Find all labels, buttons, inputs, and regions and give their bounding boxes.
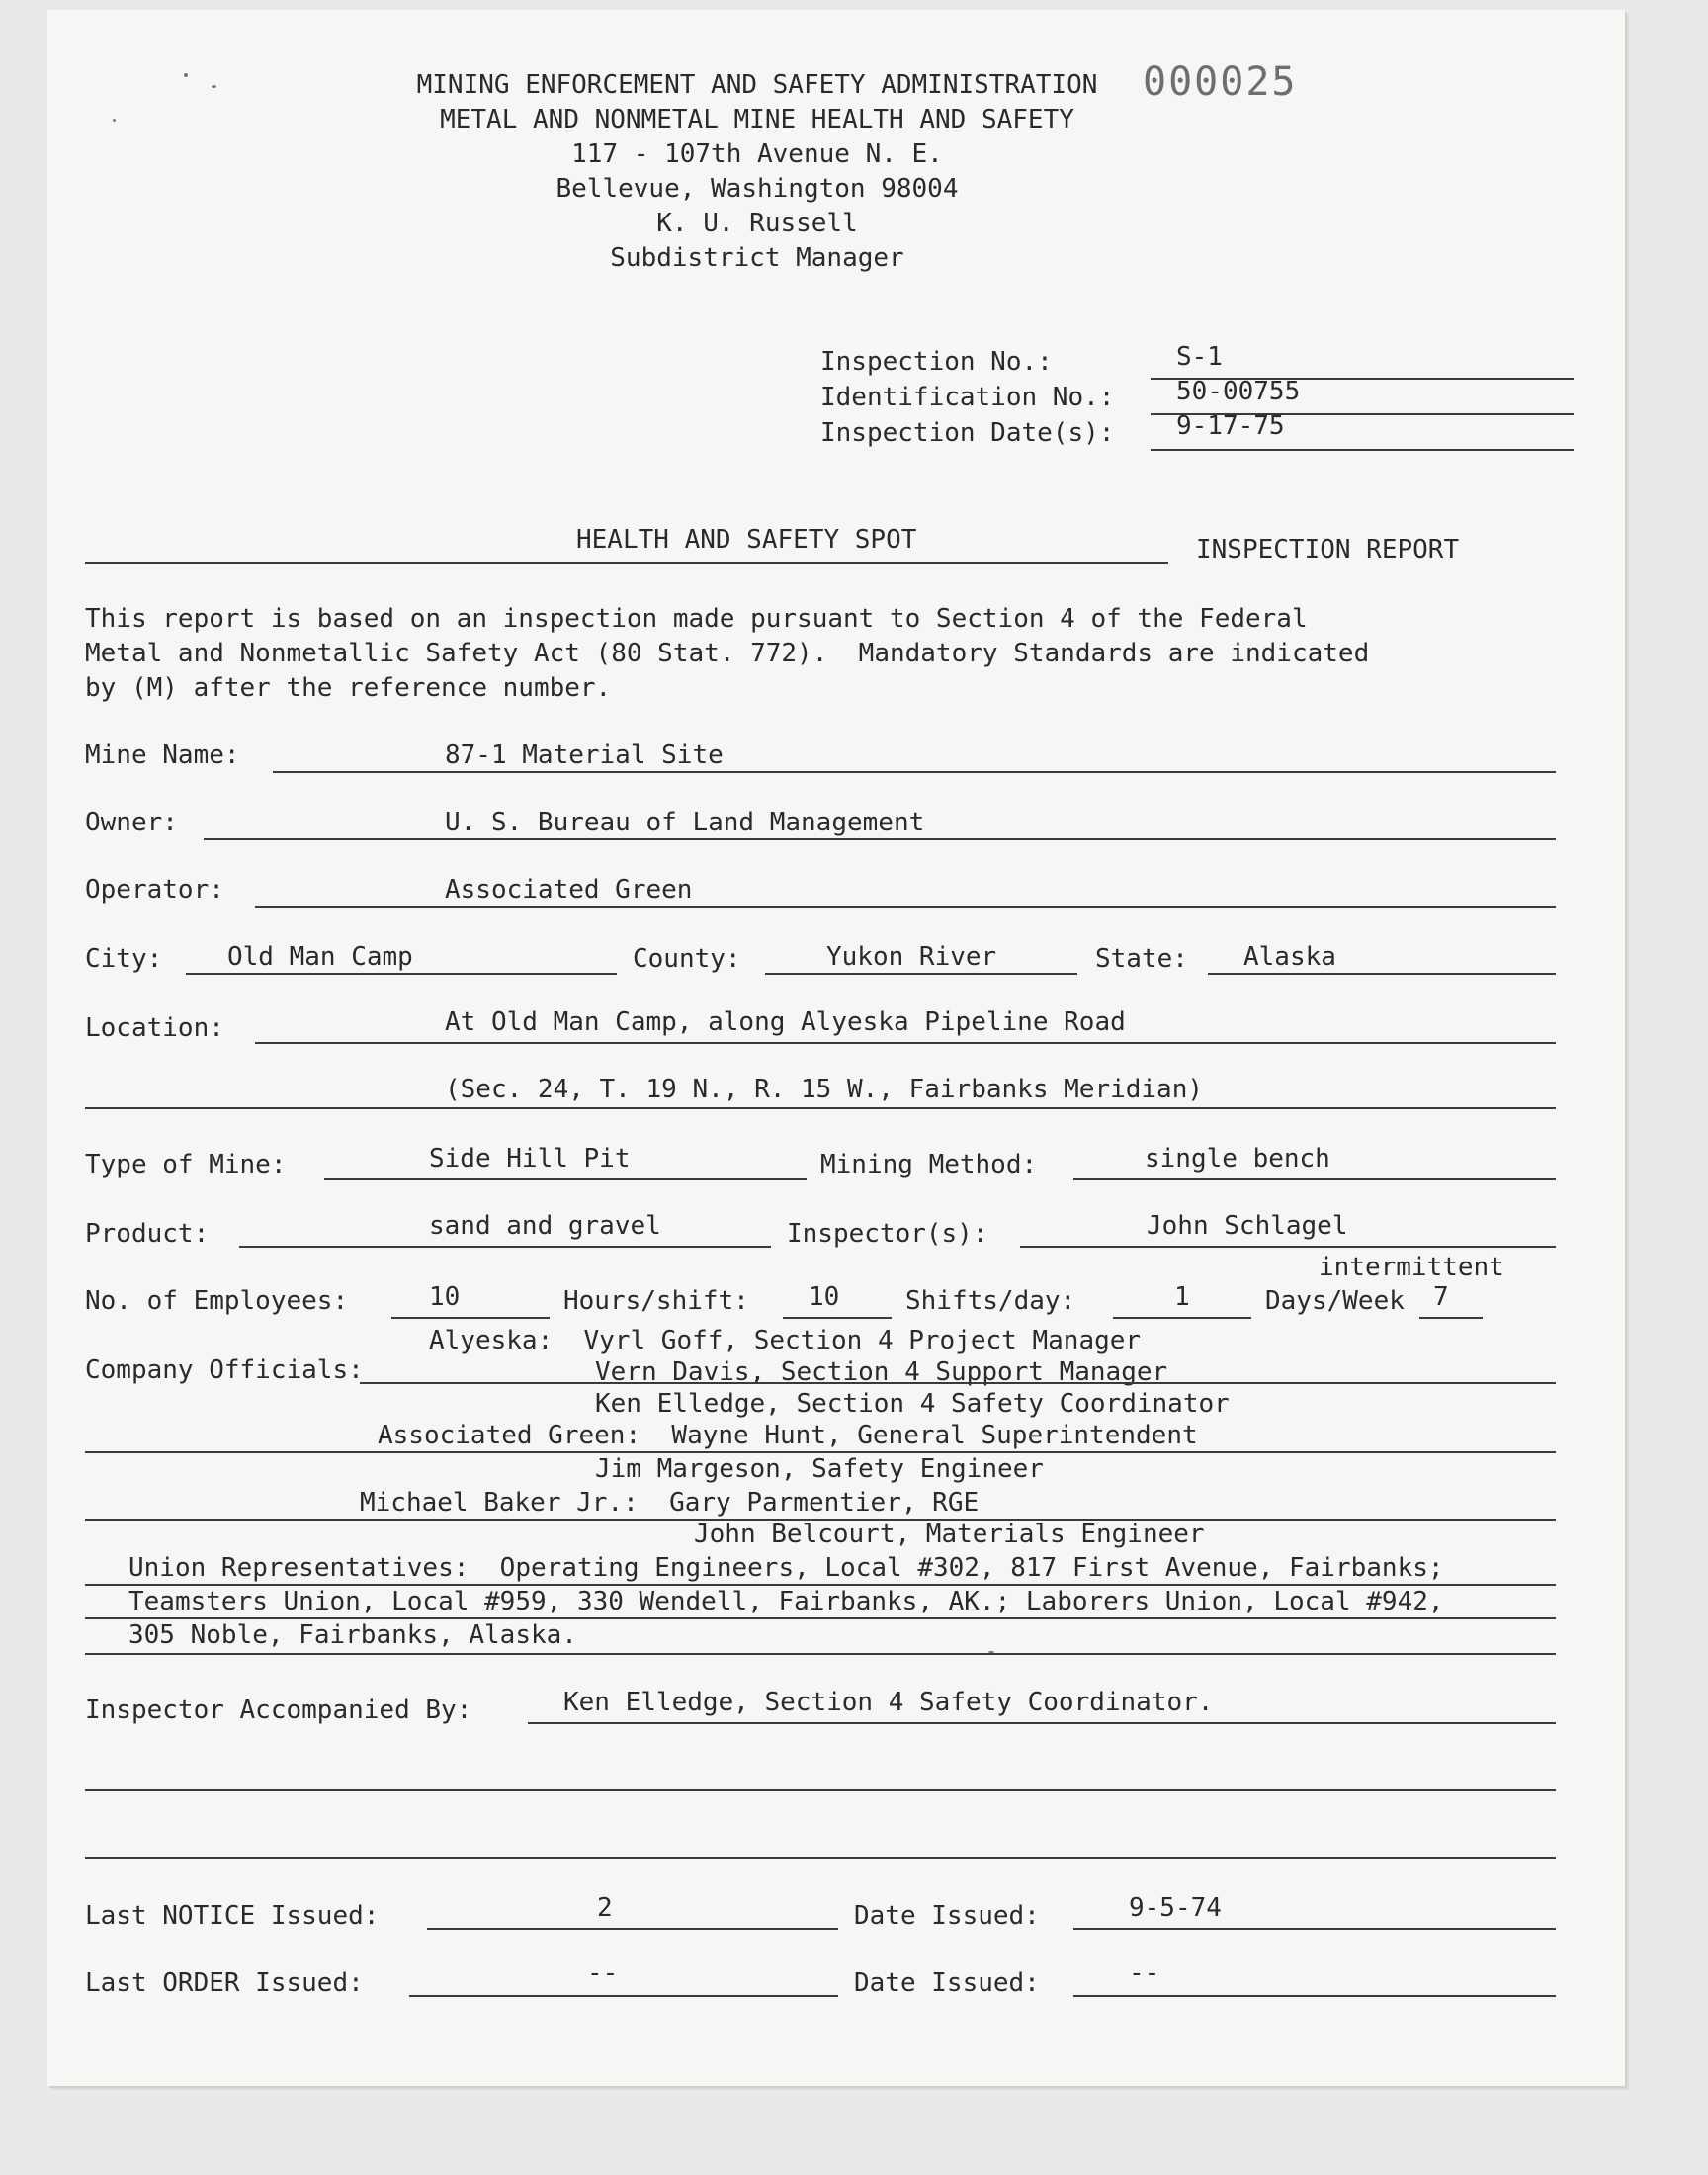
mining-method-value: single bench bbox=[1145, 1144, 1330, 1174]
header-agency: MINING ENFORCEMENT AND SAFETY ADMINISTRATION bbox=[416, 70, 1098, 100]
location-line-2 bbox=[85, 1107, 1556, 1109]
owner-value: U. S. Bureau of Land Management bbox=[445, 808, 925, 837]
mine-name-value: 87-1 Material Site bbox=[445, 740, 724, 770]
last-order-value: -- bbox=[587, 1958, 619, 1988]
order-date-value: -- bbox=[1129, 1958, 1160, 1988]
officials-line-4: Associated Green: Wayne Hunt, General Superintendent bbox=[378, 1421, 1198, 1450]
inspection-no-value: S-1 bbox=[1176, 342, 1223, 372]
product-label: Product: bbox=[85, 1219, 210, 1249]
location-line-1 bbox=[255, 1042, 1556, 1044]
employees-value: 10 bbox=[429, 1282, 461, 1312]
last-notice-label: Last NOTICE Issued: bbox=[85, 1901, 380, 1931]
notice-date-value: 9-5-74 bbox=[1129, 1893, 1222, 1923]
last-order-line bbox=[409, 1995, 838, 1997]
type-of-mine-label: Type of Mine: bbox=[85, 1150, 287, 1179]
state-label: State: bbox=[1095, 944, 1188, 974]
scan-speck bbox=[184, 73, 188, 77]
report-type: HEALTH AND SAFETY SPOT bbox=[576, 525, 917, 555]
state-line bbox=[1208, 973, 1556, 975]
report-title-suffix: INSPECTION REPORT bbox=[1196, 535, 1460, 565]
product-value: sand and gravel bbox=[429, 1211, 661, 1241]
location-label: Location: bbox=[85, 1013, 224, 1043]
last-notice-value: 2 bbox=[597, 1893, 613, 1923]
identification-no-label: Identification No.: bbox=[820, 383, 1115, 412]
type-of-mine-value: Side Hill Pit bbox=[429, 1144, 631, 1174]
shifts-line bbox=[1113, 1317, 1251, 1319]
days-label: Days/Week bbox=[1265, 1286, 1405, 1316]
county-label: County: bbox=[633, 944, 741, 974]
header-manager-name: K. U. Russell bbox=[656, 209, 858, 238]
header-city: Bellevue, Washington 98004 bbox=[555, 174, 959, 204]
city-value: Old Man Camp bbox=[227, 942, 413, 972]
notice-date-line bbox=[1073, 1928, 1556, 1930]
shifts-value: 1 bbox=[1174, 1282, 1190, 1312]
officials-line-6: Michael Baker Jr.: Gary Parmentier, RGE bbox=[360, 1488, 980, 1518]
identification-no-value: 50-00755 bbox=[1176, 377, 1301, 406]
report-type-line bbox=[85, 562, 1168, 564]
officials-line-3: Ken Elledge, Section 4 Safety Coordinator bbox=[595, 1389, 1230, 1419]
officials-line-7: John Belcourt, Materials Engineer bbox=[694, 1520, 1205, 1549]
hours-label: Hours/shift: bbox=[563, 1286, 749, 1316]
product-line bbox=[239, 1246, 771, 1248]
operator-line bbox=[255, 906, 1556, 908]
location-value-2: (Sec. 24, T. 19 N., R. 15 W., Fairbanks Meridian) bbox=[445, 1075, 1204, 1104]
order-date-label: Date Issued: bbox=[854, 1968, 1040, 1998]
officials-line-a bbox=[360, 1382, 1556, 1384]
hours-line bbox=[783, 1317, 892, 1319]
scan-speck bbox=[212, 85, 216, 88]
scan-speck bbox=[988, 1651, 994, 1653]
accompanied-line bbox=[528, 1722, 1556, 1724]
inspectors-label: Inspector(s): bbox=[787, 1219, 988, 1249]
report-page bbox=[47, 10, 1625, 2086]
mining-method-line bbox=[1073, 1178, 1556, 1180]
operator-value: Associated Green bbox=[445, 875, 693, 905]
operator-label: Operator: bbox=[85, 875, 224, 905]
blank-line-2 bbox=[85, 1857, 1556, 1859]
officials-label: Company Officials: bbox=[85, 1355, 364, 1385]
union-line-3: 305 Noble, Fairbanks, Alaska. bbox=[128, 1620, 577, 1650]
header-manager-title: Subdistrict Manager bbox=[610, 243, 904, 273]
city-line bbox=[186, 973, 617, 975]
last-order-label: Last ORDER Issued: bbox=[85, 1968, 364, 1998]
accompanied-value: Ken Elledge, Section 4 Safety Coordinator. bbox=[563, 1688, 1214, 1717]
order-date-line bbox=[1073, 1995, 1556, 1997]
owner-line bbox=[204, 838, 1556, 840]
type-of-mine-line bbox=[324, 1178, 807, 1180]
days-line bbox=[1419, 1317, 1483, 1319]
inspection-dates-value: 9-17-75 bbox=[1176, 411, 1285, 441]
header-division: METAL AND NONMETAL MINE HEALTH AND SAFETY bbox=[440, 105, 1074, 134]
employees-label: No. of Employees: bbox=[85, 1286, 349, 1316]
union-line-2: Teamsters Union, Local #959, 330 Wendell, Fairbanks, AK.; Laborers Union, Local #942, bbox=[128, 1587, 1444, 1616]
inspectors-value: John Schlagel bbox=[1147, 1211, 1348, 1241]
inspectors-line bbox=[1020, 1246, 1556, 1248]
officials-line-5: Jim Margeson, Safety Engineer bbox=[595, 1454, 1044, 1484]
owner-label: Owner: bbox=[85, 808, 178, 837]
blank-line-1 bbox=[85, 1789, 1556, 1791]
officials-line-1: Alyeska: Vyrl Goff, Section 4 Project Manager bbox=[429, 1326, 1142, 1355]
county-line bbox=[765, 973, 1077, 975]
days-value: 7 bbox=[1433, 1282, 1449, 1312]
days-note: intermittent bbox=[1319, 1253, 1504, 1282]
county-value: Yukon River bbox=[826, 942, 997, 972]
state-value: Alaska bbox=[1243, 942, 1336, 972]
city-label: City: bbox=[85, 944, 163, 974]
inspection-dates-line bbox=[1151, 449, 1574, 451]
scan-speck bbox=[113, 119, 116, 122]
intro-line-3: by (M) after the reference number. bbox=[85, 673, 612, 703]
intro-line-2: Metal and Nonmetallic Safety Act (80 Stat. 772). Mandatory Standards are indicated bbox=[85, 639, 1370, 668]
union-line-1: Union Representatives: Operating Engineers, Local #302, 817 First Avenue, Fairbanks; bbox=[128, 1553, 1444, 1583]
mine-name-label: Mine Name: bbox=[85, 740, 240, 770]
mining-method-label: Mining Method: bbox=[820, 1150, 1038, 1179]
union-rule-3 bbox=[85, 1653, 1556, 1655]
employees-line bbox=[391, 1317, 550, 1319]
intro-line-1: This report is based on an inspection made pursuant to Section 4 of the Federal bbox=[85, 604, 1308, 634]
document-stamp-number: 000025 bbox=[1143, 59, 1298, 105]
last-notice-line bbox=[427, 1928, 838, 1930]
shifts-label: Shifts/day: bbox=[905, 1286, 1076, 1316]
officials-line-2: Vern Davis, Section 4 Support Manager bbox=[595, 1357, 1168, 1387]
header-street: 117 - 107th Avenue N. E. bbox=[571, 139, 943, 169]
mine-name-line bbox=[273, 771, 1556, 773]
location-value-1: At Old Man Camp, along Alyeska Pipeline Road bbox=[445, 1007, 1126, 1037]
hours-value: 10 bbox=[809, 1282, 840, 1312]
notice-date-label: Date Issued: bbox=[854, 1901, 1040, 1931]
inspection-no-label: Inspection No.: bbox=[820, 347, 1053, 377]
accompanied-label: Inspector Accompanied By: bbox=[85, 1696, 472, 1725]
inspection-dates-label: Inspection Date(s): bbox=[820, 418, 1115, 448]
